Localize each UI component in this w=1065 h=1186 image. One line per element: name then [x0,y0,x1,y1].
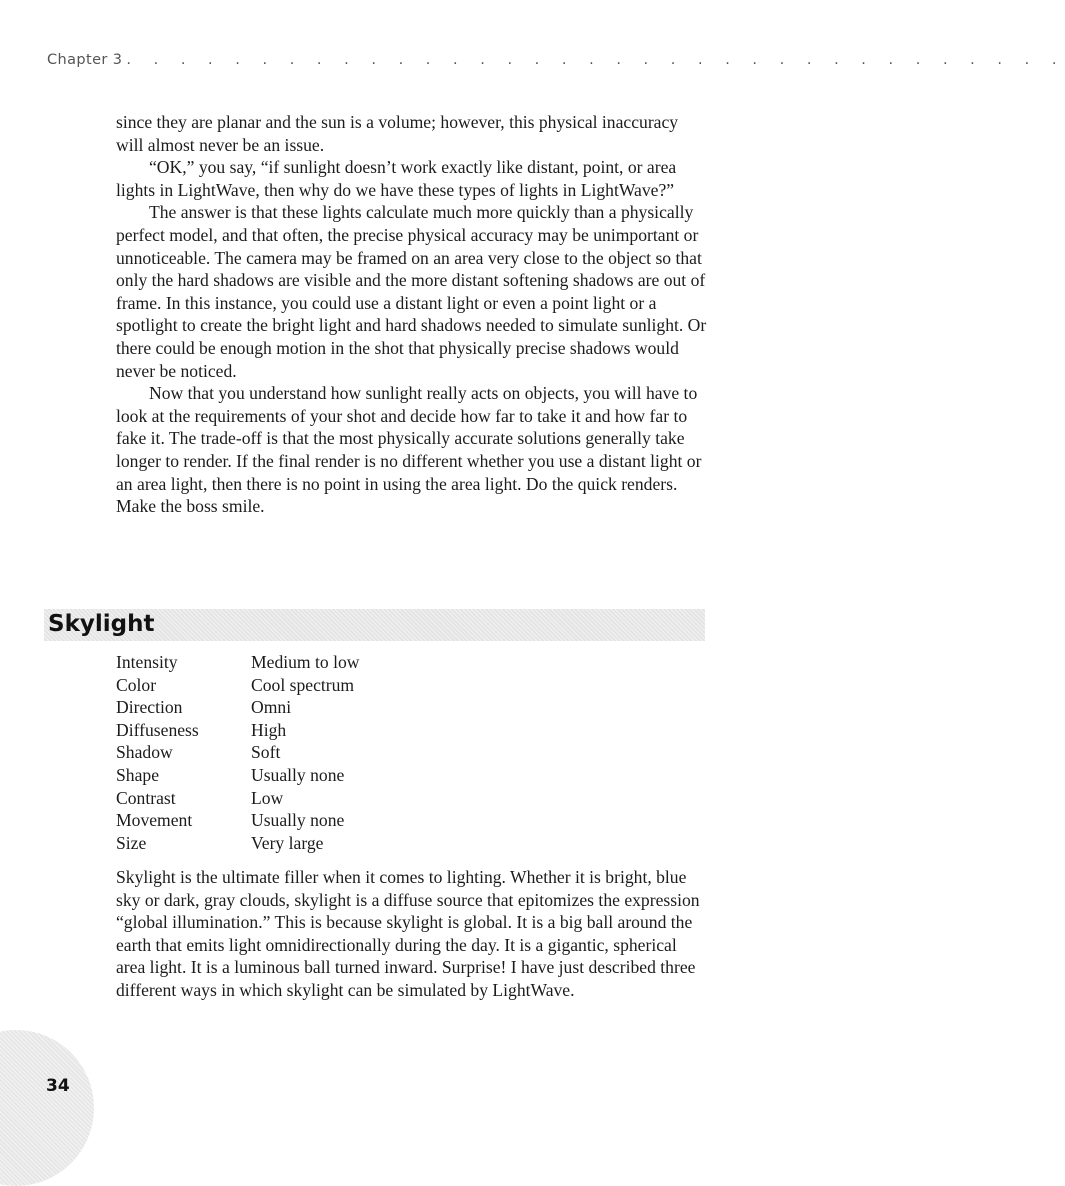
property-label: Intensity [116,652,178,672]
property-row [116,696,360,719]
property-value: Usually none [251,810,345,831]
paragraph-continuation: since they are planar and the sun is a volume; however, this physical inaccuracy will almost never be an issue. [116,112,679,155]
property-value: High [251,719,287,740]
paragraph-answer: The answer is that these lights calculate much more quickly than a physically perfect model, and that often, the precise physical accuracy may be unimportant or unnoticeable. The camera may be framed on an area very close to the object so that only the hard shadows are visible and the more distant softening shadows are out of frame. In this instance, you could use a distant light or even a point light or a spotlight to create the bright light and hard shadows needed to simulate sunlight. Or there could be enough motion in the shot that physically precise shadows would never be noticed. [116,202,707,381]
property-row [116,832,360,855]
running-header [47,52,1065,72]
property-row [116,764,360,787]
property-row [116,674,360,697]
property-label: Diffuseness [116,719,199,740]
dot-leader: . . . . . . . . . . . . . . . . . . . . . . . . . . . . . . . . . . . [126,52,1065,68]
property-label: Contrast [116,787,176,808]
property-row [116,787,360,810]
chapter-label: Chapter 3 [47,52,123,68]
property-label: Movement [116,810,193,831]
skylight-text [116,866,708,1002]
property-row [116,809,360,832]
page-number: 34 [46,1076,70,1096]
property-value: Low [251,787,284,808]
section-heading-bar [44,609,705,641]
property-row [116,651,360,674]
property-label: Shape [116,764,159,785]
property-label: Size [116,832,147,853]
property-value: Soft [251,742,281,763]
paragraph-tradeoff: Now that you understand how sunlight really acts on objects, you will have to look at the requirements of your shot and decide how far to take it and how far to fake it. The trade-off is that the most physically accurate solutions generally take longer to render. If the final render is no different whether you use a distant light or an area light, then there is no point in using the area light. Do the quick renders. Make the boss smile. [116,383,702,517]
property-value: Cool spectrum [251,674,355,695]
property-value: Usually none [251,764,345,785]
section-title: Skylight [48,611,155,637]
property-label: Shadow [116,742,173,763]
page-number-circle [0,1030,94,1186]
property-value: Medium to low [251,652,360,672]
property-label: Direction [116,697,183,718]
paragraph-quote: “OK,” you say, “if sunlight doesn’t work exactly like distant, point, or area lights in LightWave, then why do we have these types of lights in LightWave?” [116,157,677,200]
property-row [116,741,360,764]
property-value: Very large [251,832,324,853]
property-value: Omni [251,697,292,718]
paragraph-skylight: Skylight is the ultimate filler when it comes to lighting. Whether it is bright, blue sky or dark, gray clouds, skylight is a diffuse source that epitomizes the expression “global illumination.” This is because skylight is global. It is a big ball around the earth that emits light omnidirectionally during the day. It is a gigantic, spherical area light. It is a luminous ball turned inward. Surprise! I have just described three different ways in which skylight can be simulated by LightWave. [116,867,700,1000]
property-label: Color [116,674,157,695]
property-row [116,719,360,742]
skylight-properties-table [116,651,360,854]
intro-text [116,111,708,518]
